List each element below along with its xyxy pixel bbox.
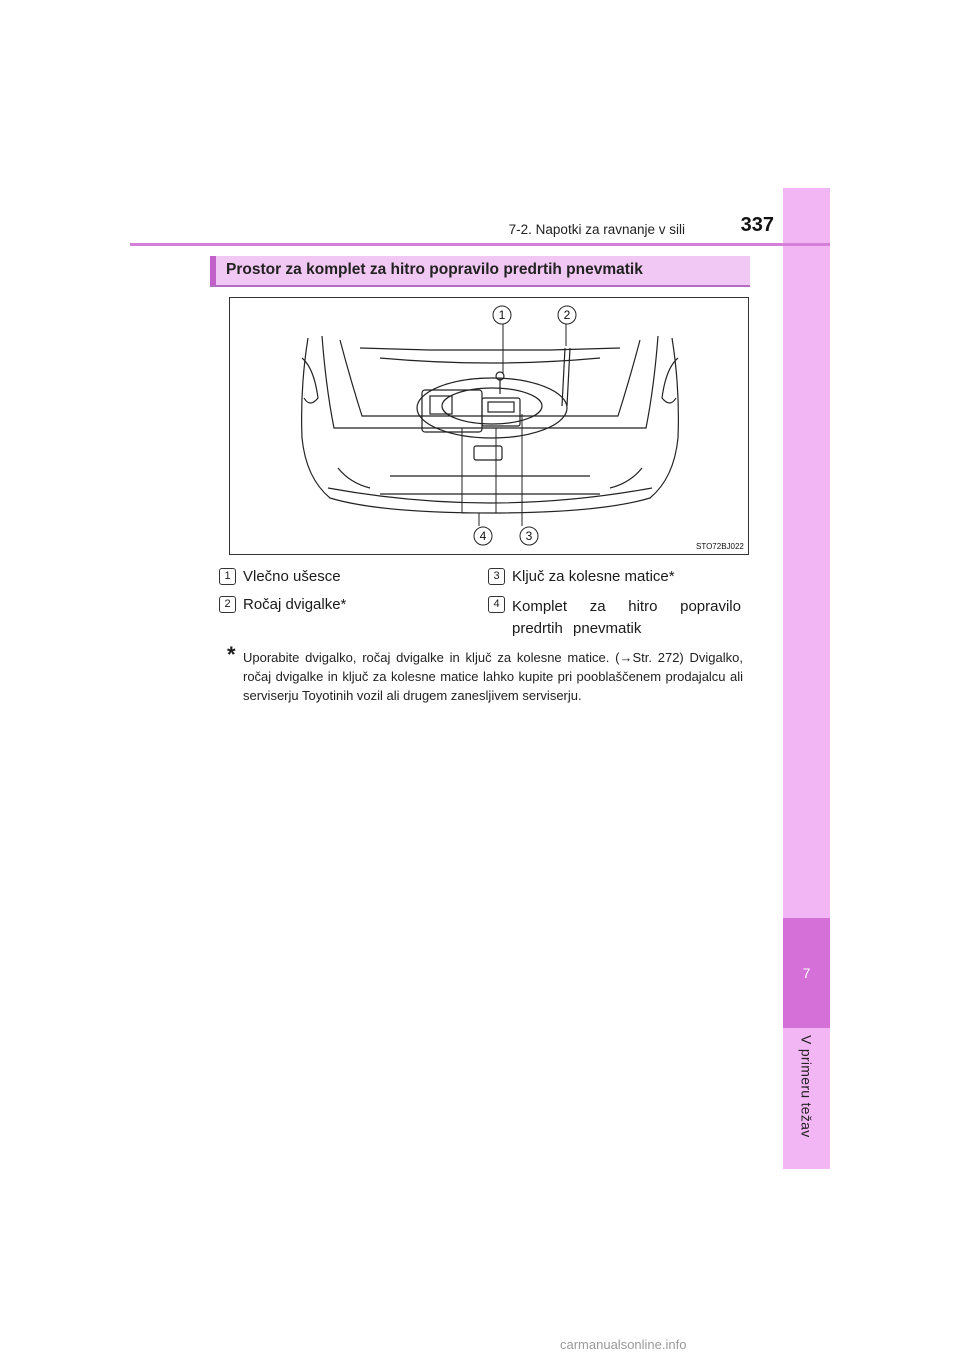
section-title: Prostor za komplet za hitro popravilo predrtih pnevmatik: [226, 261, 643, 278]
trunk-drawing: [230, 298, 749, 555]
legend-number-4: 4: [488, 596, 505, 613]
header-divider: [130, 243, 830, 246]
chapter-label-text: V primeru težav: [798, 1035, 815, 1138]
trunk-illustration: [229, 297, 749, 555]
header-section-title: 7-2. Napotki za ravnanje v sili: [508, 222, 685, 237]
footnote-text: Uporabite dvigalko, ročaj dvigalke in ključ za kolesne matice. (→Str. 272) Dvigalko, ročaj dvigalke in ključ za kolesne matice lahko kupite pri pooblaščenem prodajalcu ali serviserju Toyotinih vozil ali drugem zanesljivem serviserju.: [243, 650, 743, 703]
legend-number-1: 1: [219, 568, 236, 585]
chapter-number: 7: [783, 918, 830, 1028]
legend-text-4: Komplet za hitro popravilo predrtih pnevmatik: [512, 598, 741, 637]
callout-label-3: 3: [525, 529, 533, 543]
legend-text-3: Ključ za kolesne matice*: [512, 568, 675, 585]
legend-number-3: 3: [488, 568, 505, 585]
callout-label-4: 4: [479, 529, 487, 543]
callout-label-1: 1: [498, 308, 506, 322]
section-title-bar: [210, 256, 750, 287]
page-number: 337: [740, 214, 774, 236]
title-accent: [210, 256, 216, 285]
watermark: carmanualsonline.info: [560, 1337, 687, 1352]
figure-code: STO72BJ022: [696, 542, 744, 551]
legend-number-2: 2: [219, 596, 236, 613]
chapter-label: [783, 1035, 830, 1175]
callout-label-2: 2: [563, 308, 571, 322]
legend-text-1: Vlečno ušesce: [243, 568, 341, 585]
footnote-marker: *: [227, 642, 236, 667]
legend-text-2: Ročaj dvigalke*: [243, 596, 347, 613]
